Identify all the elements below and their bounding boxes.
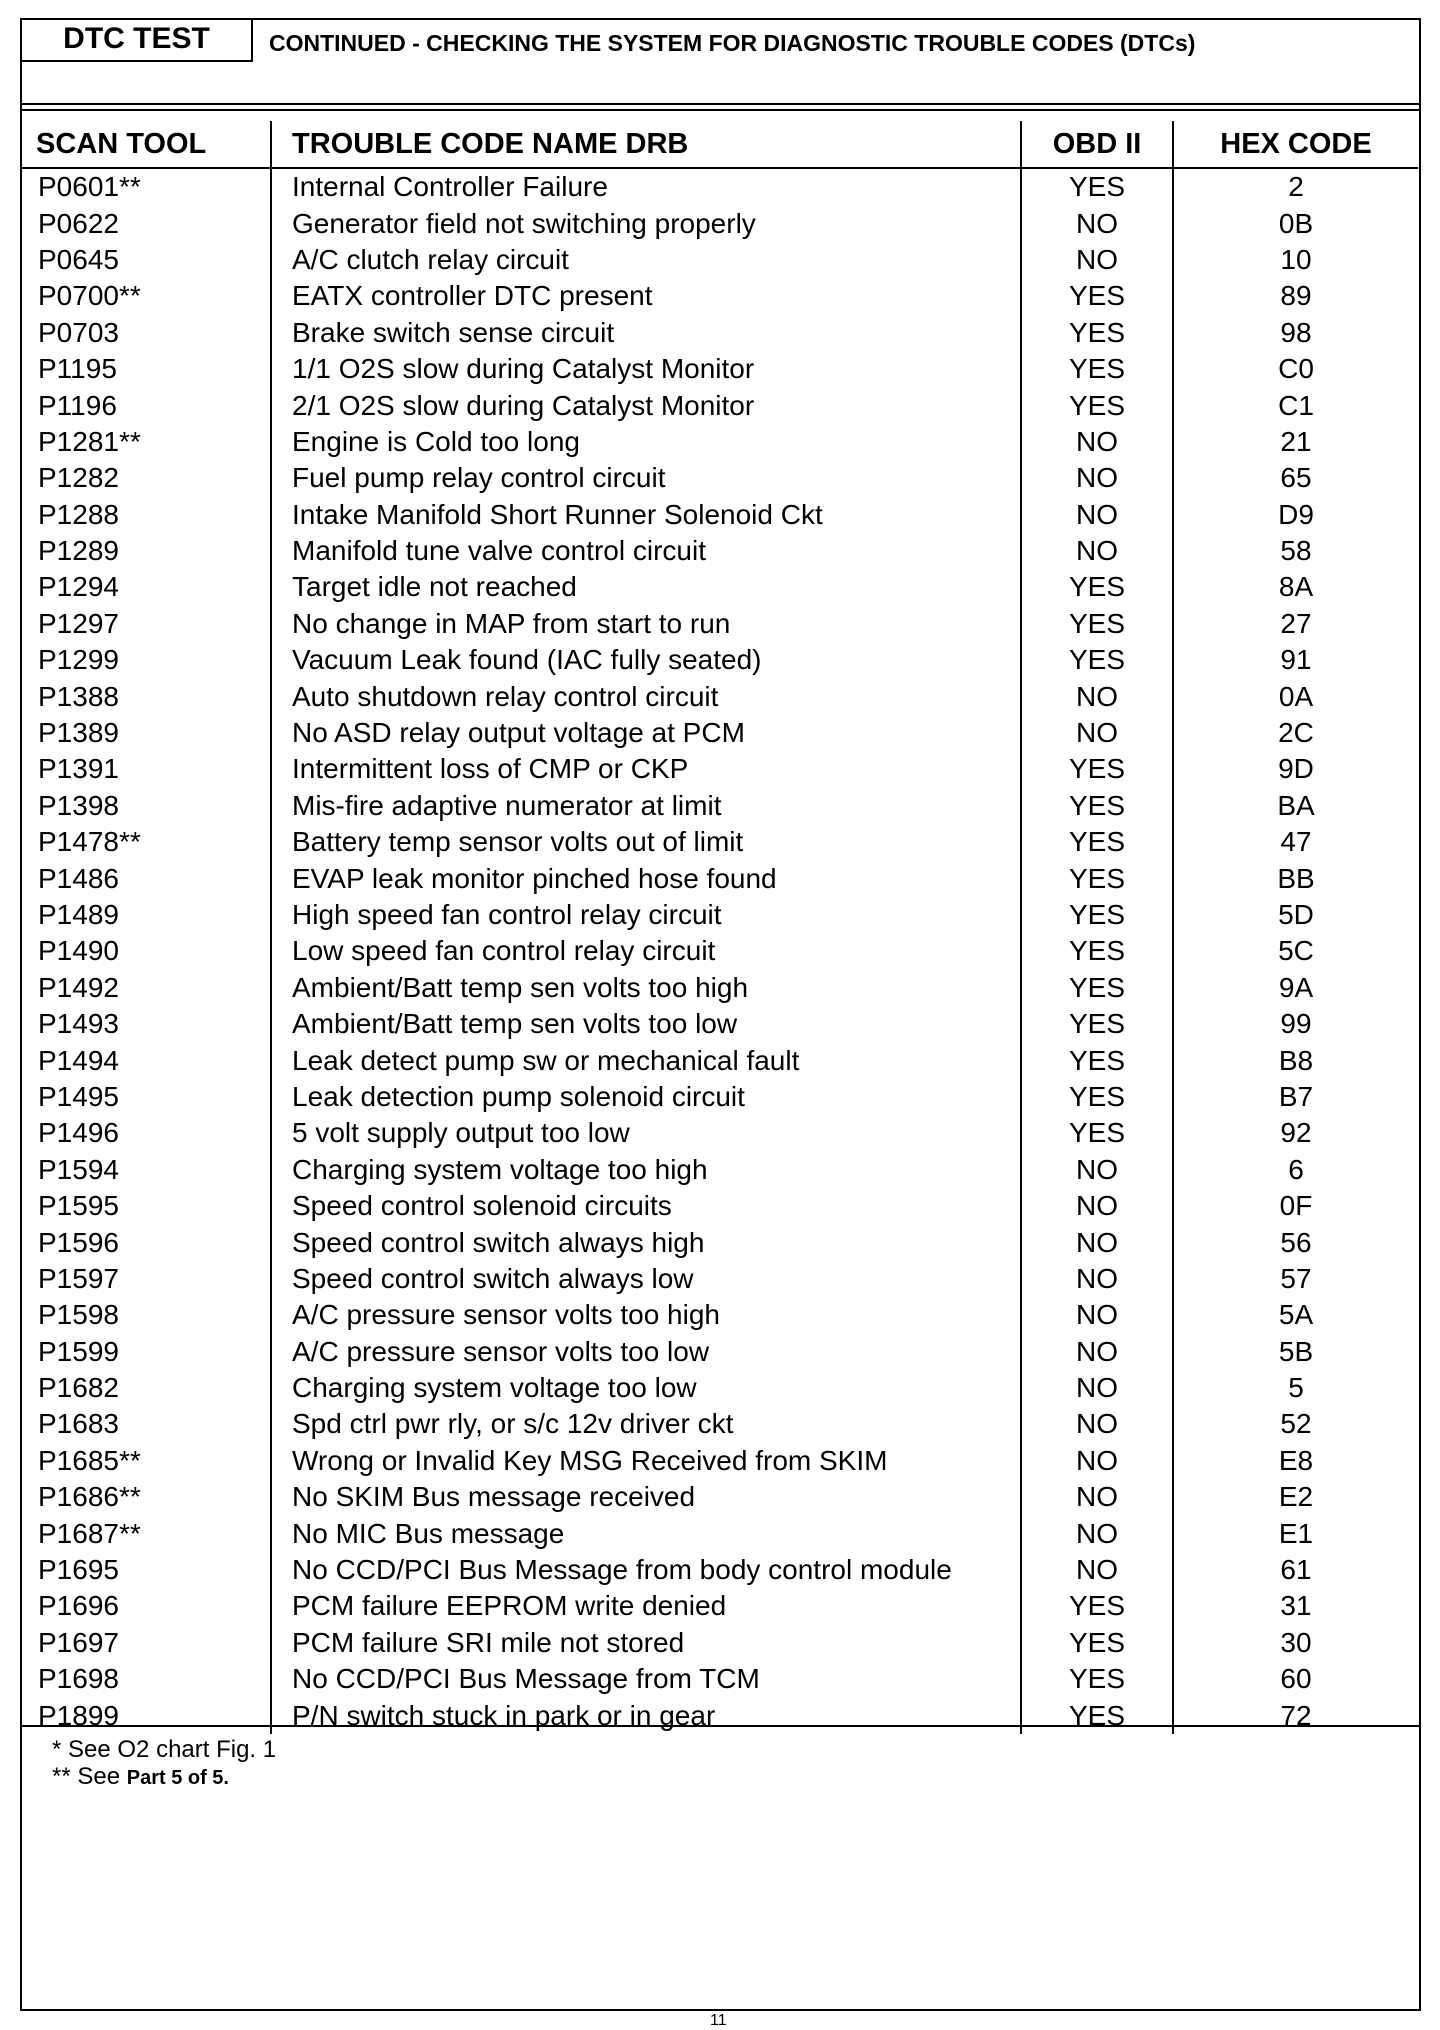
table-row bbox=[22, 897, 1418, 933]
hex-code-cell: 30 bbox=[1280, 1626, 1312, 1658]
column-header-trouble-code-name: TROUBLE CODE NAME DRB bbox=[271, 121, 1021, 168]
trouble-code-name-cell: PCM failure EEPROM write denied bbox=[271, 1588, 1021, 1624]
obd-ii-flag-cell: YES bbox=[1021, 1006, 1173, 1042]
obd-ii-flag-cell: NO bbox=[1021, 1297, 1173, 1333]
scan-tool-code-cell: P0622 bbox=[22, 205, 271, 241]
hex-code-cell: 8A bbox=[1278, 571, 1314, 603]
scan-tool-code-cell: P1599 bbox=[22, 1334, 271, 1370]
trouble-code-name-cell: No SKIM Bus message received bbox=[271, 1479, 1021, 1515]
footnotes bbox=[52, 1736, 276, 1792]
scan-tool-code-cell: P1899 bbox=[22, 1697, 271, 1733]
hex-code-cell: 99 bbox=[1280, 1008, 1312, 1040]
trouble-code-name-cell: Auto shutdown relay control circuit bbox=[271, 678, 1021, 714]
trouble-code-name-cell: A/C clutch relay circuit bbox=[271, 242, 1021, 278]
obd-ii-flag-cell: YES bbox=[1021, 642, 1173, 678]
trouble-code-name-cell: Charging system voltage too high bbox=[271, 1152, 1021, 1188]
scan-tool-code-cell: P1698 bbox=[22, 1661, 271, 1697]
obd-ii-flag-cell: NO bbox=[1021, 1406, 1173, 1442]
trouble-code-name-cell: A/C pressure sensor volts too low bbox=[271, 1334, 1021, 1370]
obd-ii-flag-cell: YES bbox=[1021, 788, 1173, 824]
table-row bbox=[22, 315, 1418, 351]
hex-code-cell: 98 bbox=[1280, 316, 1312, 348]
obd-ii-flag-cell: YES bbox=[1021, 1588, 1173, 1624]
footnote-o2-chart: * See O2 chart Fig. 1 bbox=[52, 1736, 277, 1763]
trouble-code-name-cell: No change in MAP from start to run bbox=[271, 606, 1021, 642]
scan-tool-code-cell: P1594 bbox=[22, 1152, 271, 1188]
table-row bbox=[22, 1334, 1418, 1370]
hex-code-cell: E8 bbox=[1278, 1444, 1314, 1476]
obd-ii-flag-cell: NO bbox=[1021, 1152, 1173, 1188]
table-row bbox=[22, 751, 1418, 787]
hex-code-cell: 65 bbox=[1280, 462, 1312, 494]
obd-ii-flag-cell: YES bbox=[1021, 569, 1173, 605]
obd-ii-flag-cell: NO bbox=[1021, 242, 1173, 278]
scan-tool-code-cell: P1695 bbox=[22, 1552, 271, 1588]
table-row bbox=[22, 1224, 1418, 1260]
trouble-code-name-cell: No CCD/PCI Bus Message from TCM bbox=[271, 1661, 1021, 1697]
hex-code-cell: 9D bbox=[1278, 753, 1314, 785]
column-header-scan-tool: SCAN TOOL bbox=[22, 121, 271, 168]
obd-ii-flag-cell: NO bbox=[1021, 1188, 1173, 1224]
hex-code-cell: 21 bbox=[1280, 425, 1312, 457]
table-row bbox=[22, 1042, 1418, 1078]
hex-code-cell: 5 bbox=[1288, 1372, 1304, 1404]
scan-tool-code-cell: P1597 bbox=[22, 1261, 271, 1297]
scan-tool-code-cell: P1598 bbox=[22, 1297, 271, 1333]
scan-tool-code-cell: P1299 bbox=[22, 642, 271, 678]
hex-code-cell: 0A bbox=[1278, 680, 1314, 712]
scan-tool-code-cell: P1195 bbox=[22, 351, 271, 387]
trouble-code-name-cell: Speed control solenoid circuits bbox=[271, 1188, 1021, 1224]
scan-tool-code-cell: P1288 bbox=[22, 497, 271, 533]
hex-code-cell: 56 bbox=[1280, 1226, 1312, 1258]
hex-code-cell: B7 bbox=[1278, 1080, 1314, 1112]
trouble-code-name-cell: Ambient/Batt temp sen volts too low bbox=[271, 1006, 1021, 1042]
table-row bbox=[22, 242, 1418, 278]
table-row bbox=[22, 933, 1418, 969]
hex-code-cell: 5A bbox=[1278, 1299, 1314, 1331]
obd-ii-flag-cell: YES bbox=[1021, 751, 1173, 787]
hex-code-cell: 92 bbox=[1280, 1117, 1312, 1149]
column-header-hex-code: HEX CODE bbox=[1173, 121, 1418, 168]
hex-code-cell: 47 bbox=[1280, 826, 1312, 858]
table-row bbox=[22, 1115, 1418, 1151]
obd-ii-flag-cell: NO bbox=[1021, 1515, 1173, 1551]
obd-ii-flag-cell: NO bbox=[1021, 497, 1173, 533]
hex-code-cell: 58 bbox=[1280, 535, 1312, 567]
scan-tool-code-cell: P1682 bbox=[22, 1370, 271, 1406]
scan-tool-code-cell: P1495 bbox=[22, 1079, 271, 1115]
trouble-code-name-cell: Low speed fan control relay circuit bbox=[271, 933, 1021, 969]
trouble-code-name-cell: 1/1 O2S slow during Catalyst Monitor bbox=[271, 351, 1021, 387]
trouble-code-name-cell: EATX controller DTC present bbox=[271, 278, 1021, 314]
column-header-obd-ii: OBD II bbox=[1021, 121, 1173, 168]
hex-code-cell: 57 bbox=[1280, 1262, 1312, 1294]
obd-ii-flag-cell: YES bbox=[1021, 824, 1173, 860]
hex-code-cell: 2 bbox=[1288, 171, 1304, 203]
hex-code-cell: 5C bbox=[1278, 935, 1314, 967]
obd-ii-flag-cell: NO bbox=[1021, 1552, 1173, 1588]
table-row bbox=[22, 860, 1418, 896]
table-row bbox=[22, 1661, 1418, 1697]
hex-code-cell: 5B bbox=[1278, 1335, 1314, 1367]
header-divider bbox=[22, 103, 1419, 105]
table-row bbox=[22, 424, 1418, 460]
scan-tool-code-cell: P1492 bbox=[22, 970, 271, 1006]
scan-tool-code-cell: P1596 bbox=[22, 1224, 271, 1260]
scan-tool-code-cell: P1696 bbox=[22, 1588, 271, 1624]
table-row bbox=[22, 1152, 1418, 1188]
scan-tool-code-cell: P1697 bbox=[22, 1625, 271, 1661]
obd-ii-flag-cell: YES bbox=[1021, 315, 1173, 351]
table-row bbox=[22, 1188, 1418, 1224]
table-row bbox=[22, 1697, 1418, 1733]
scan-tool-code-cell: P0601** bbox=[22, 168, 271, 205]
hex-code-cell: 72 bbox=[1280, 1699, 1312, 1731]
footer-divider bbox=[22, 1725, 1419, 1727]
scan-tool-code-cell: P1683 bbox=[22, 1406, 271, 1442]
table-row bbox=[22, 678, 1418, 714]
table-row bbox=[22, 1625, 1418, 1661]
obd-ii-flag-cell: YES bbox=[1021, 1079, 1173, 1115]
hex-code-cell: 0F bbox=[1279, 1190, 1313, 1222]
hex-code-cell: 9A bbox=[1278, 971, 1314, 1003]
table-row bbox=[22, 569, 1418, 605]
hex-code-cell: 6 bbox=[1288, 1153, 1304, 1185]
scan-tool-code-cell: P1389 bbox=[22, 715, 271, 751]
table-header-row bbox=[22, 121, 1418, 168]
table-row bbox=[22, 1588, 1418, 1624]
obd-ii-flag-cell: YES bbox=[1021, 1661, 1173, 1697]
scan-tool-code-cell: P1196 bbox=[22, 387, 271, 423]
dtc-table bbox=[22, 121, 1418, 1734]
scan-tool-code-cell: P1398 bbox=[22, 788, 271, 824]
trouble-code-name-cell: Brake switch sense circuit bbox=[271, 315, 1021, 351]
table-row bbox=[22, 715, 1418, 751]
trouble-code-name-cell: Spd ctrl pwr rly, or s/c 12v driver ckt bbox=[271, 1406, 1021, 1442]
hex-code-cell: 5D bbox=[1278, 899, 1314, 930]
hex-code-cell: E1 bbox=[1278, 1517, 1314, 1549]
obd-ii-flag-cell: YES bbox=[1021, 897, 1173, 933]
table-row bbox=[22, 1443, 1418, 1479]
obd-ii-flag-cell: YES bbox=[1021, 1115, 1173, 1151]
table-body bbox=[22, 168, 1418, 1734]
footnote-part-link: Part 5 of 5. bbox=[126, 1767, 229, 1789]
trouble-code-name-cell: Leak detect pump sw or mechanical fault bbox=[271, 1042, 1021, 1078]
footnote-prefix: ** See bbox=[52, 1763, 121, 1790]
table-row bbox=[22, 1006, 1418, 1042]
scan-tool-code-cell: P1289 bbox=[22, 533, 271, 569]
obd-ii-flag-cell: YES bbox=[1021, 1625, 1173, 1661]
trouble-code-name-cell: Intake Manifold Short Runner Solenoid Ckt bbox=[271, 497, 1021, 533]
table-row bbox=[22, 1297, 1418, 1333]
trouble-code-name-cell: No ASD relay output voltage at PCM bbox=[271, 715, 1021, 751]
hex-code-cell: 60 bbox=[1280, 1663, 1312, 1695]
table-row bbox=[22, 1552, 1418, 1588]
table-row bbox=[22, 387, 1418, 423]
hex-code-cell: 91 bbox=[1280, 644, 1312, 676]
obd-ii-flag-cell: NO bbox=[1021, 715, 1173, 751]
trouble-code-name-cell: Battery temp sensor volts out of limit bbox=[271, 824, 1021, 860]
trouble-code-name-cell: P/N switch stuck in park or in gear bbox=[271, 1697, 1021, 1733]
footnote-part-reference bbox=[52, 1763, 276, 1792]
trouble-code-name-cell: Internal Controller Failure bbox=[271, 168, 1021, 205]
hex-code-cell: E2 bbox=[1278, 1481, 1314, 1513]
hex-code-cell: 10 bbox=[1280, 243, 1312, 275]
trouble-code-name-cell: Speed control switch always low bbox=[271, 1261, 1021, 1297]
page-title: CONTINUED - CHECKING THE SYSTEM FOR DIAGNOSTIC TROUBLE CODES (DTCs) bbox=[269, 30, 1196, 56]
header-divider-double bbox=[22, 109, 1419, 111]
trouble-code-name-cell: 2/1 O2S slow during Catalyst Monitor bbox=[271, 387, 1021, 423]
scan-tool-code-cell: P1391 bbox=[22, 751, 271, 787]
trouble-code-name-cell: PCM failure SRI mile not stored bbox=[271, 1625, 1021, 1661]
scan-tool-code-cell: P1595 bbox=[22, 1188, 271, 1224]
hex-code-cell: 27 bbox=[1280, 607, 1312, 639]
scan-tool-code-cell: P0645 bbox=[22, 242, 271, 278]
obd-ii-flag-cell: YES bbox=[1021, 1697, 1173, 1733]
trouble-code-name-cell: 5 volt supply output too low bbox=[271, 1115, 1021, 1151]
obd-ii-flag-cell: YES bbox=[1021, 933, 1173, 969]
document-frame bbox=[20, 18, 1421, 2011]
table-row bbox=[22, 205, 1418, 241]
table-row bbox=[22, 497, 1418, 533]
trouble-code-name-cell: Intermittent loss of CMP or CKP bbox=[271, 751, 1021, 787]
trouble-code-name-cell: EVAP leak monitor pinched hose found bbox=[271, 860, 1021, 896]
obd-ii-flag-cell: NO bbox=[1021, 1334, 1173, 1370]
obd-ii-flag-cell: NO bbox=[1021, 1370, 1173, 1406]
trouble-code-name-cell: Speed control switch always high bbox=[271, 1224, 1021, 1260]
page-number: 11 bbox=[710, 2012, 727, 2029]
scan-tool-code-cell: P1294 bbox=[22, 569, 271, 605]
scan-tool-code-cell: P1494 bbox=[22, 1042, 271, 1078]
trouble-code-name-cell: Target idle not reached bbox=[271, 569, 1021, 605]
hex-code-cell: 61 bbox=[1280, 1554, 1312, 1586]
obd-ii-flag-cell: NO bbox=[1021, 1479, 1173, 1515]
table-row bbox=[22, 642, 1418, 678]
table-row bbox=[22, 1406, 1418, 1442]
obd-ii-flag-cell: NO bbox=[1021, 678, 1173, 714]
scan-tool-code-cell: P1685** bbox=[22, 1443, 271, 1479]
trouble-code-name-cell: Fuel pump relay control circuit bbox=[271, 460, 1021, 496]
trouble-code-name-cell: Leak detection pump solenoid circuit bbox=[271, 1079, 1021, 1115]
trouble-code-name-cell: No MIC Bus message bbox=[271, 1515, 1021, 1551]
table-row bbox=[22, 168, 1418, 205]
table-row bbox=[22, 460, 1418, 496]
trouble-code-name-cell: A/C pressure sensor volts too high bbox=[271, 1297, 1021, 1333]
scan-tool-code-cell: P1478** bbox=[22, 824, 271, 860]
trouble-code-name-cell: Generator field not switching properly bbox=[271, 205, 1021, 241]
obd-ii-flag-cell: NO bbox=[1021, 533, 1173, 569]
table-row bbox=[22, 1515, 1418, 1551]
trouble-code-name-cell: Ambient/Batt temp sen volts too high bbox=[271, 970, 1021, 1006]
table-row bbox=[22, 1261, 1418, 1297]
trouble-code-name-cell: High speed fan control relay circuit bbox=[271, 897, 1021, 933]
table-row bbox=[22, 1079, 1418, 1115]
scan-tool-code-cell: P1489 bbox=[22, 897, 271, 933]
hex-code-cell: 0B bbox=[1278, 207, 1314, 239]
hex-code-cell: 52 bbox=[1280, 1408, 1312, 1440]
obd-ii-flag-cell: YES bbox=[1021, 606, 1173, 642]
obd-ii-flag-cell: YES bbox=[1021, 387, 1173, 423]
scan-tool-code-cell: P0700** bbox=[22, 278, 271, 314]
table-row bbox=[22, 1479, 1418, 1515]
obd-ii-flag-cell: YES bbox=[1021, 970, 1173, 1006]
dtc-test-tag: DTC TEST bbox=[22, 20, 253, 62]
scan-tool-code-cell: P1490 bbox=[22, 933, 271, 969]
obd-ii-flag-cell: YES bbox=[1021, 351, 1173, 387]
table-row bbox=[22, 824, 1418, 860]
hex-code-cell: B8 bbox=[1278, 1044, 1314, 1076]
trouble-code-name-cell: Manifold tune valve control circuit bbox=[271, 533, 1021, 569]
hex-code-cell: 2C bbox=[1278, 717, 1314, 749]
scan-tool-code-cell: P0703 bbox=[22, 315, 271, 351]
table-row bbox=[22, 788, 1418, 824]
scan-tool-code-cell: P1493 bbox=[22, 1006, 271, 1042]
table-row bbox=[22, 351, 1418, 387]
scan-tool-code-cell: P1388 bbox=[22, 678, 271, 714]
scan-tool-code-cell: P1687** bbox=[22, 1515, 271, 1551]
table-row bbox=[22, 533, 1418, 569]
scan-tool-code-cell: P1282 bbox=[22, 460, 271, 496]
table-row bbox=[22, 1370, 1418, 1406]
scan-tool-code-cell: P1496 bbox=[22, 1115, 271, 1151]
trouble-code-name-cell: Engine is Cold too long bbox=[271, 424, 1021, 460]
trouble-code-name-cell: Mis-fire adaptive numerator at limit bbox=[271, 788, 1021, 824]
scan-tool-code-cell: P1281** bbox=[22, 424, 271, 460]
trouble-code-name-cell: No CCD/PCI Bus Message from body control module bbox=[271, 1552, 1021, 1588]
obd-ii-flag-cell: YES bbox=[1021, 860, 1173, 896]
hex-code-cell: 31 bbox=[1280, 1590, 1312, 1622]
obd-ii-flag-cell: NO bbox=[1021, 205, 1173, 241]
trouble-code-name-cell: Charging system voltage too low bbox=[271, 1370, 1021, 1406]
obd-ii-flag-cell: NO bbox=[1021, 460, 1173, 496]
scan-tool-code-cell: P1297 bbox=[22, 606, 271, 642]
hex-code-cell: C1 bbox=[1278, 389, 1314, 421]
trouble-code-name-cell: Wrong or Invalid Key MSG Received from SKIM bbox=[271, 1443, 1021, 1479]
obd-ii-flag-cell: YES bbox=[1021, 1042, 1173, 1078]
obd-ii-flag-cell: YES bbox=[1021, 278, 1173, 314]
trouble-code-name-cell: Vacuum Leak found (IAC fully seated) bbox=[271, 642, 1021, 678]
scan-tool-code-cell: P1486 bbox=[22, 860, 271, 896]
obd-ii-flag-cell: NO bbox=[1021, 1443, 1173, 1479]
hex-code-cell: BB bbox=[1277, 862, 1315, 894]
obd-ii-flag-cell: NO bbox=[1021, 1224, 1173, 1260]
hex-code-cell: BA bbox=[1277, 789, 1315, 821]
hex-code-cell: C0 bbox=[1278, 353, 1314, 385]
obd-ii-flag-cell: YES bbox=[1021, 168, 1173, 205]
hex-code-cell: D9 bbox=[1278, 498, 1314, 530]
table-row bbox=[22, 606, 1418, 642]
scan-tool-code-cell: P1686** bbox=[22, 1479, 271, 1515]
obd-ii-flag-cell: NO bbox=[1021, 424, 1173, 460]
table-row bbox=[22, 278, 1418, 314]
hex-code-cell: 89 bbox=[1280, 280, 1312, 312]
obd-ii-flag-cell: NO bbox=[1021, 1261, 1173, 1297]
table-row bbox=[22, 970, 1418, 1006]
